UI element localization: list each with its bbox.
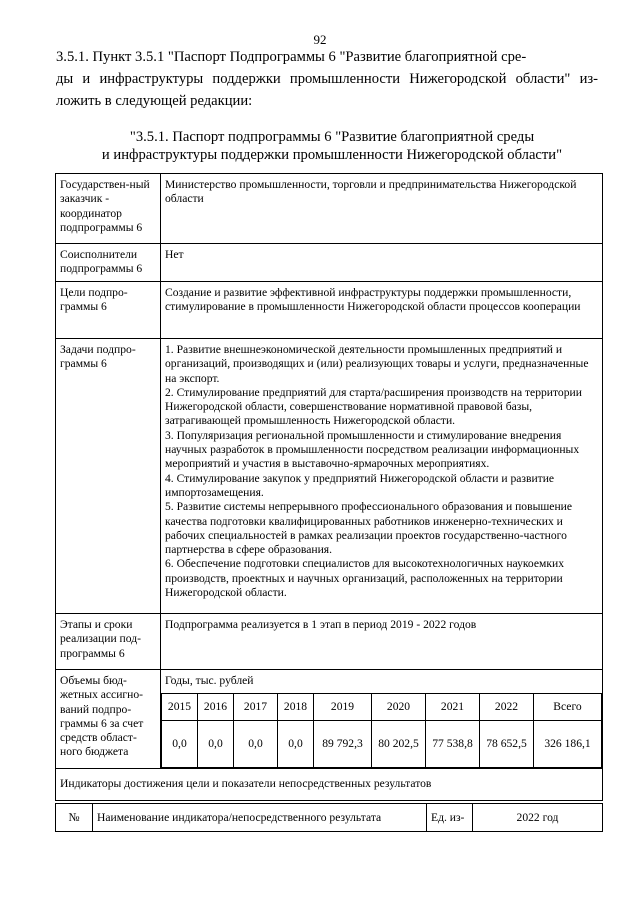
indicator-header-table: [55, 803, 603, 832]
stages-label: Этапы и сроки реализации под-программы 6: [56, 614, 161, 670]
customer-label: Государствен-ный заказчик - координатор подпрограммы 6: [56, 174, 161, 244]
value-cell: 326 186,1: [534, 721, 602, 768]
indicator-unit-header: Ед. из-: [427, 804, 473, 832]
indicators-title: Индикаторы достижения цели и показатели непосредственных результатов: [56, 769, 603, 800]
indicator-year-header: 2022 год: [473, 804, 603, 832]
row-funding: [56, 670, 603, 769]
row-goals: [56, 282, 603, 339]
year-cell: 2016: [198, 694, 234, 721]
value-cell: 80 202,5: [372, 721, 426, 768]
row-stages: [56, 614, 603, 670]
passport-table: [55, 173, 603, 801]
row-customer: [56, 174, 603, 244]
task-item: 5. Развитие системы непрерывного профессионального образования и повышение качества подготовки квалифицированных работников инженерно-технических и рабочих специальностей в рамках реализации проектов государственно-частного партнерства в сфере образования.: [165, 500, 572, 557]
task-item: 1. Развитие внешнеэкономической деятельности промышленных предприятий и организаций, производящих и (или) реализующих товары и услуги, предназначенные на экспорт.: [165, 343, 589, 385]
intro-line-1: 3.5.1. Пункт 3.5.1 "Паспорт Подпрограммы 6 "Развитие благоприятной сре-: [56, 49, 527, 65]
task-item: 6. Обеспечение подготовки специалистов для высокотехнологичных наукоемких производств, проектных и научных организаций, расположенных на территории Нижегородской области.: [165, 557, 564, 600]
customer-value: Министерство промышленности, торговли и предпринимательства Нижегородской области: [161, 174, 603, 244]
funding-values-row: [162, 721, 602, 768]
coexecutors-value: Нет: [161, 244, 603, 282]
indicator-name-header: Наименование индикатора/непосредственного результата: [93, 804, 427, 832]
value-cell: 0,0: [278, 721, 314, 768]
value-cell: 77 538,8: [426, 721, 480, 768]
tasks-label: Задачи подпро-граммы 6: [56, 339, 161, 614]
value-cell: 0,0: [198, 721, 234, 768]
goals-label: Цели подпро-граммы 6: [56, 282, 161, 339]
funding-label: Объемы бюд-жетных ассигно-ваний подпро-граммы 6 за счет средств област-ного бюджета: [56, 670, 161, 769]
value-cell: 78 652,5: [480, 721, 534, 768]
funding-cell: [161, 670, 603, 769]
funding-unit: Годы, тыс. рублей: [165, 674, 254, 687]
value-cell: 89 792,3: [314, 721, 372, 768]
row-indicators: [56, 769, 603, 800]
intro-line-3: ложить в следующей редакции:: [56, 93, 253, 109]
year-cell: Всего: [534, 694, 602, 721]
year-cell: 2022: [480, 694, 534, 721]
row-tasks: [56, 339, 603, 614]
value-cell: 0,0: [162, 721, 198, 768]
task-item: 3. Популяризация региональной промышленности и стимулирование внедрения научных разработок в промышленности посредством реализации информационных мероприятий и участия в выставочно-ярмарочных мероприятиях.: [165, 428, 580, 471]
goals-value: Создание и развитие эффективной инфраструктуры поддержки промышленности, стимулирование в промышленности Нижегородской области процессов кооперации: [161, 282, 603, 339]
heading-line-1: "3.5.1. Паспорт подпрограммы 6 "Развитие благоприятной среды: [129, 129, 535, 145]
tasks-value: [161, 339, 603, 614]
indicator-num-header: №: [56, 804, 93, 832]
task-item: 2. Стимулирование предприятий для старта/расширения производств на территории Нижегородской области, совершенствование нормативной правовой базы, затрагивающей промышленность Нижегородской области.: [165, 385, 582, 428]
passport-heading: [56, 128, 598, 164]
year-cell: 2015: [162, 694, 198, 721]
page-number: 92: [313, 32, 327, 47]
year-cell: 2019: [314, 694, 372, 721]
coexecutors-label: Соисполнители подпрограммы 6: [56, 244, 161, 282]
task-item: 4. Стимулирование закупок у предприятий Нижегородской области и развитие импортозамещения.: [165, 471, 555, 499]
funding-table: [161, 693, 602, 768]
heading-line-2: и инфраструктуры поддержки промышленности Нижегородской области": [101, 147, 563, 163]
row-coexecutors: [56, 244, 603, 282]
year-cell: 2021: [426, 694, 480, 721]
year-cell: 2018: [278, 694, 314, 721]
year-cell: 2020: [372, 694, 426, 721]
year-cell: 2017: [234, 694, 278, 721]
indicator-header-row: [56, 804, 603, 832]
funding-years-row: [162, 694, 602, 721]
value-cell: 0,0: [234, 721, 278, 768]
stages-value: Подпрограмма реализуется в 1 этап в период 2019 - 2022 годов: [161, 614, 603, 670]
intro-line-2: ды и инфраструктуры поддержки промышленности Нижегородской области" из-: [56, 71, 598, 87]
